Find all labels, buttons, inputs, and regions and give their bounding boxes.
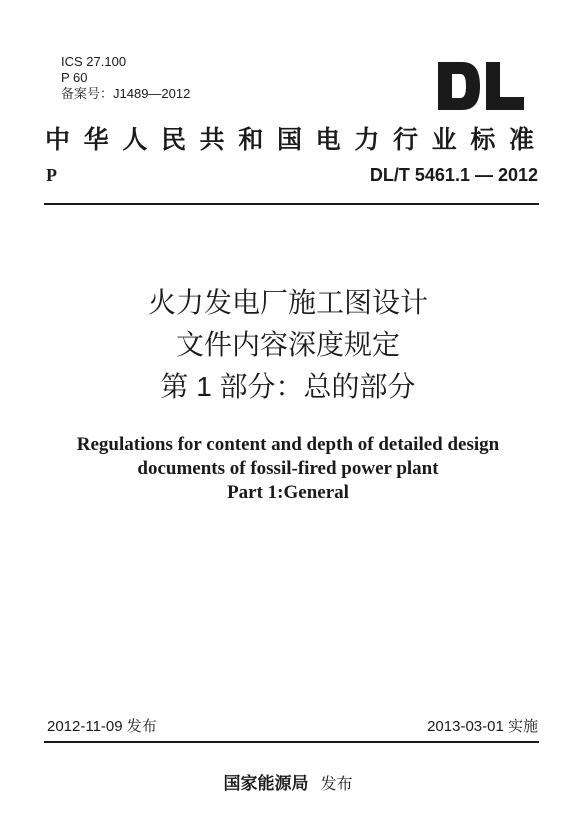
top-rule bbox=[44, 203, 539, 205]
standard-name: 中华人民共和国电力行业标准 bbox=[45, 127, 537, 154]
issuer-line bbox=[0, 769, 576, 794]
english-title-line-1: Regulations for content and depth of detailed design bbox=[76, 434, 500, 455]
issuer-action: 发布 bbox=[320, 776, 353, 793]
standard-code: DL/T 5461.1 — 2012 bbox=[369, 165, 538, 185]
chinese-title bbox=[0, 282, 576, 408]
chinese-title-line-3: 第 1 部分：总的部分 bbox=[160, 371, 416, 402]
english-title bbox=[0, 433, 576, 505]
dl-logo-letter-d bbox=[438, 62, 480, 110]
effective-date: 2013-03-01 实施 bbox=[427, 718, 538, 735]
ccs-number: P 60 bbox=[61, 70, 88, 85]
metadata-block bbox=[61, 54, 190, 102]
chinese-title-line-1: 火力发电厂施工图设计 bbox=[147, 287, 428, 318]
dl-logo bbox=[436, 60, 526, 112]
english-title-line-3: Part 1:General bbox=[227, 482, 349, 503]
english-title-line-2: documents of fossil-fired power plant bbox=[137, 458, 439, 479]
dl-logo-letter-l bbox=[486, 62, 524, 110]
publish-date: 2012-11-09 发布 bbox=[47, 718, 157, 735]
issuer-organization: 国家能源局 bbox=[223, 774, 309, 793]
filing-number: 备案号：J1489—2012 bbox=[61, 86, 191, 101]
ics-number: ICS 27.100 bbox=[61, 54, 127, 69]
classification-letter: P bbox=[46, 165, 57, 185]
bottom-rule bbox=[44, 741, 539, 743]
chinese-title-line-2: 文件内容深度规定 bbox=[175, 329, 400, 360]
